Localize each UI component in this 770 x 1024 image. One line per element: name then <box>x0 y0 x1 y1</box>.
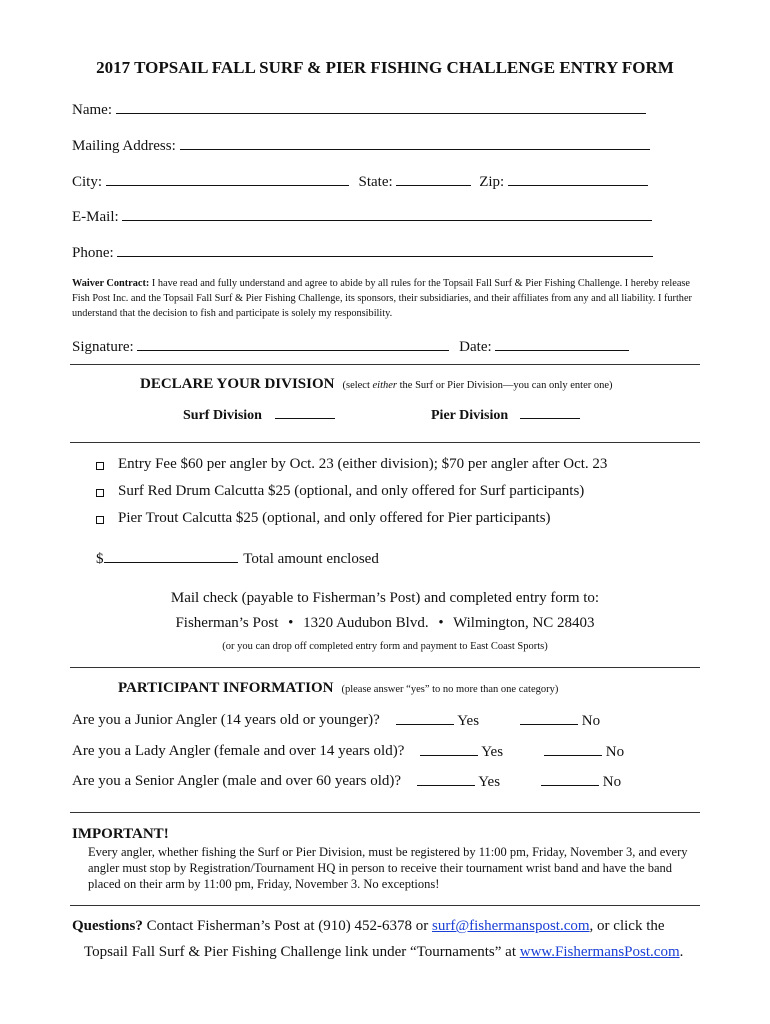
no-label: No <box>605 744 625 760</box>
address-field[interactable] <box>180 137 650 150</box>
name-field[interactable] <box>116 101 646 114</box>
mail-addr-street: 1320 Audubon Blvd. <box>303 615 429 631</box>
important-text: Every angler, whether fishing the Surf or Pier Division, must be registered by 11:00 pm, Friday, November 3, and every angler must stop by Registration/Tournament HQ in person to receive their tournament wrist band and have the band placed on their arm by 11:00 pm, Friday, November 3. No exceptions! <box>88 845 688 891</box>
senior-yes-field[interactable] <box>417 773 475 786</box>
waiver-contract <box>72 276 702 321</box>
junior-question: Are you a Junior Angler (14 years old or younger)? <box>72 712 380 728</box>
date-label: Date: <box>459 339 492 355</box>
yes-label: Yes <box>457 713 480 729</box>
name-label: Name: <box>72 102 112 118</box>
total-amount-field[interactable] <box>104 550 238 563</box>
total-row <box>96 550 379 568</box>
questions-line-1 <box>72 918 665 935</box>
pier-trout-label: Pier Trout Calcutta $25 (optional, and only offered for Pier participants) <box>118 510 551 526</box>
waiver-text: I have read and fully understand and agree to abide by all rules for the Topsail Fall Surf & Pier Fishing Challenge. I hereby release Fish Post Inc. and the Topsail Fall Surf & Pier Fishing Challenge, its sponsors, their subsidiaries, and their affiliates from any and all liability. I further understand that the decision to fish and participate is solely my responsibility. <box>72 278 692 319</box>
total-label: Total amount enclosed <box>243 551 379 567</box>
division-note <box>342 380 612 391</box>
lady-yes-field[interactable] <box>420 743 478 756</box>
questions-text-post: , or click the <box>589 918 665 934</box>
mail-addr-name: Fisherman’s Post <box>175 615 279 631</box>
state-label: State: <box>358 174 393 190</box>
mail-address <box>0 615 770 632</box>
pier-division-field[interactable] <box>520 406 580 419</box>
red-drum-label: Surf Red Drum Calcutta $25 (optional, and only offered for Surf participants) <box>118 483 585 499</box>
division-heading: DECLARE YOUR DIVISION <box>140 376 335 392</box>
phone-label: Phone: <box>72 245 114 261</box>
participant-header <box>118 679 558 697</box>
divider <box>70 667 700 668</box>
lady-yes-option <box>420 743 503 761</box>
dollar-sign: $ <box>96 551 104 567</box>
participant-note: (please answer “yes” to no more than one category) <box>341 684 559 695</box>
date-field[interactable] <box>495 338 629 351</box>
participant-heading: PARTICIPANT INFORMATION <box>118 680 334 696</box>
signature-field[interactable] <box>137 338 449 351</box>
form-title: 2017 TOPSAIL FALL SURF & PIER FISHING CHALLENGE ENTRY FORM <box>96 58 674 77</box>
junior-no-option <box>520 712 600 730</box>
pier-division-option <box>431 406 580 424</box>
email-field[interactable] <box>122 208 652 221</box>
email-row <box>72 208 652 226</box>
pier-trout-checkbox[interactable] <box>96 516 104 524</box>
surf-division-label: Surf Division <box>183 408 262 423</box>
waiver-label: Waiver Contract: <box>72 278 150 289</box>
bullet: • <box>288 615 294 631</box>
city-row <box>72 173 648 191</box>
important-heading: IMPORTANT! <box>72 826 169 842</box>
junior-yes-field[interactable] <box>396 712 454 725</box>
yes-label: Yes <box>481 744 504 760</box>
city-field[interactable] <box>106 173 349 186</box>
phone-field[interactable] <box>117 244 653 257</box>
state-field[interactable] <box>396 173 471 186</box>
division-note-em: either <box>372 380 398 391</box>
surf-division-field[interactable] <box>275 406 335 419</box>
division-note-pre: (select <box>342 380 373 391</box>
senior-no-option <box>541 773 621 791</box>
lady-no-option <box>544 743 624 761</box>
pier-division-label: Pier Division <box>431 408 509 423</box>
no-label: No <box>602 774 622 790</box>
bullet: • <box>438 615 444 631</box>
senior-question: Are you a Senior Angler (male and over 60 years old)? <box>72 773 402 789</box>
zip-label: Zip: <box>479 174 505 190</box>
lady-question: Are you a Lady Angler (female and over 14 years old)? <box>72 743 405 759</box>
questions-text: Contact Fisherman’s Post at (910) 452-6378 or <box>142 918 432 934</box>
mail-addr-city: Wilmington, NC 28403 <box>453 615 595 631</box>
surf-division-option <box>183 406 335 424</box>
email-link[interactable]: surf@fishermanspost.com <box>432 918 590 934</box>
entry-fee-checkbox[interactable] <box>96 462 104 470</box>
lady-no-field[interactable] <box>544 743 602 756</box>
phone-row <box>72 244 653 262</box>
no-label: No <box>581 713 601 729</box>
questions-line2-end: . <box>679 944 684 960</box>
mail-instructions: Mail check (payable to Fisherman’s Post) and completed entry form to: <box>170 590 600 606</box>
questions-label: Questions? <box>72 918 143 934</box>
entry-fee-label: Entry Fee $60 per angler by Oct. 23 (either division); $70 per angler after Oct. 23 <box>118 456 608 472</box>
junior-yes-option <box>396 712 479 730</box>
questions-line-2 <box>84 944 683 961</box>
signature-row <box>72 338 629 356</box>
city-label: City: <box>72 174 103 190</box>
signature-label: Signature: <box>72 339 134 355</box>
yes-label: Yes <box>478 774 501 790</box>
senior-yes-option <box>417 773 500 791</box>
red-drum-checkbox[interactable] <box>96 489 104 497</box>
junior-no-field[interactable] <box>520 712 578 725</box>
divider <box>70 442 700 443</box>
zip-field[interactable] <box>508 173 648 186</box>
division-note-post: the Surf or Pier Division—you can only enter one) <box>397 380 613 391</box>
divider <box>70 812 700 813</box>
questions-line2-text: Topsail Fall Surf & Pier Fishing Challenge link under “Tournaments” at <box>84 944 520 960</box>
address-label: Mailing Address: <box>72 138 176 154</box>
address-row <box>72 137 650 155</box>
email-label: E-Mail: <box>72 209 119 225</box>
senior-no-field[interactable] <box>541 773 599 786</box>
website-link[interactable]: www.FishermansPost.com <box>519 944 680 960</box>
divider <box>70 364 700 365</box>
division-header <box>140 375 613 393</box>
divider <box>70 905 700 906</box>
name-row <box>72 101 646 119</box>
dropoff-note: (or you can drop off completed entry form and payment to East Coast Sports) <box>222 641 548 652</box>
